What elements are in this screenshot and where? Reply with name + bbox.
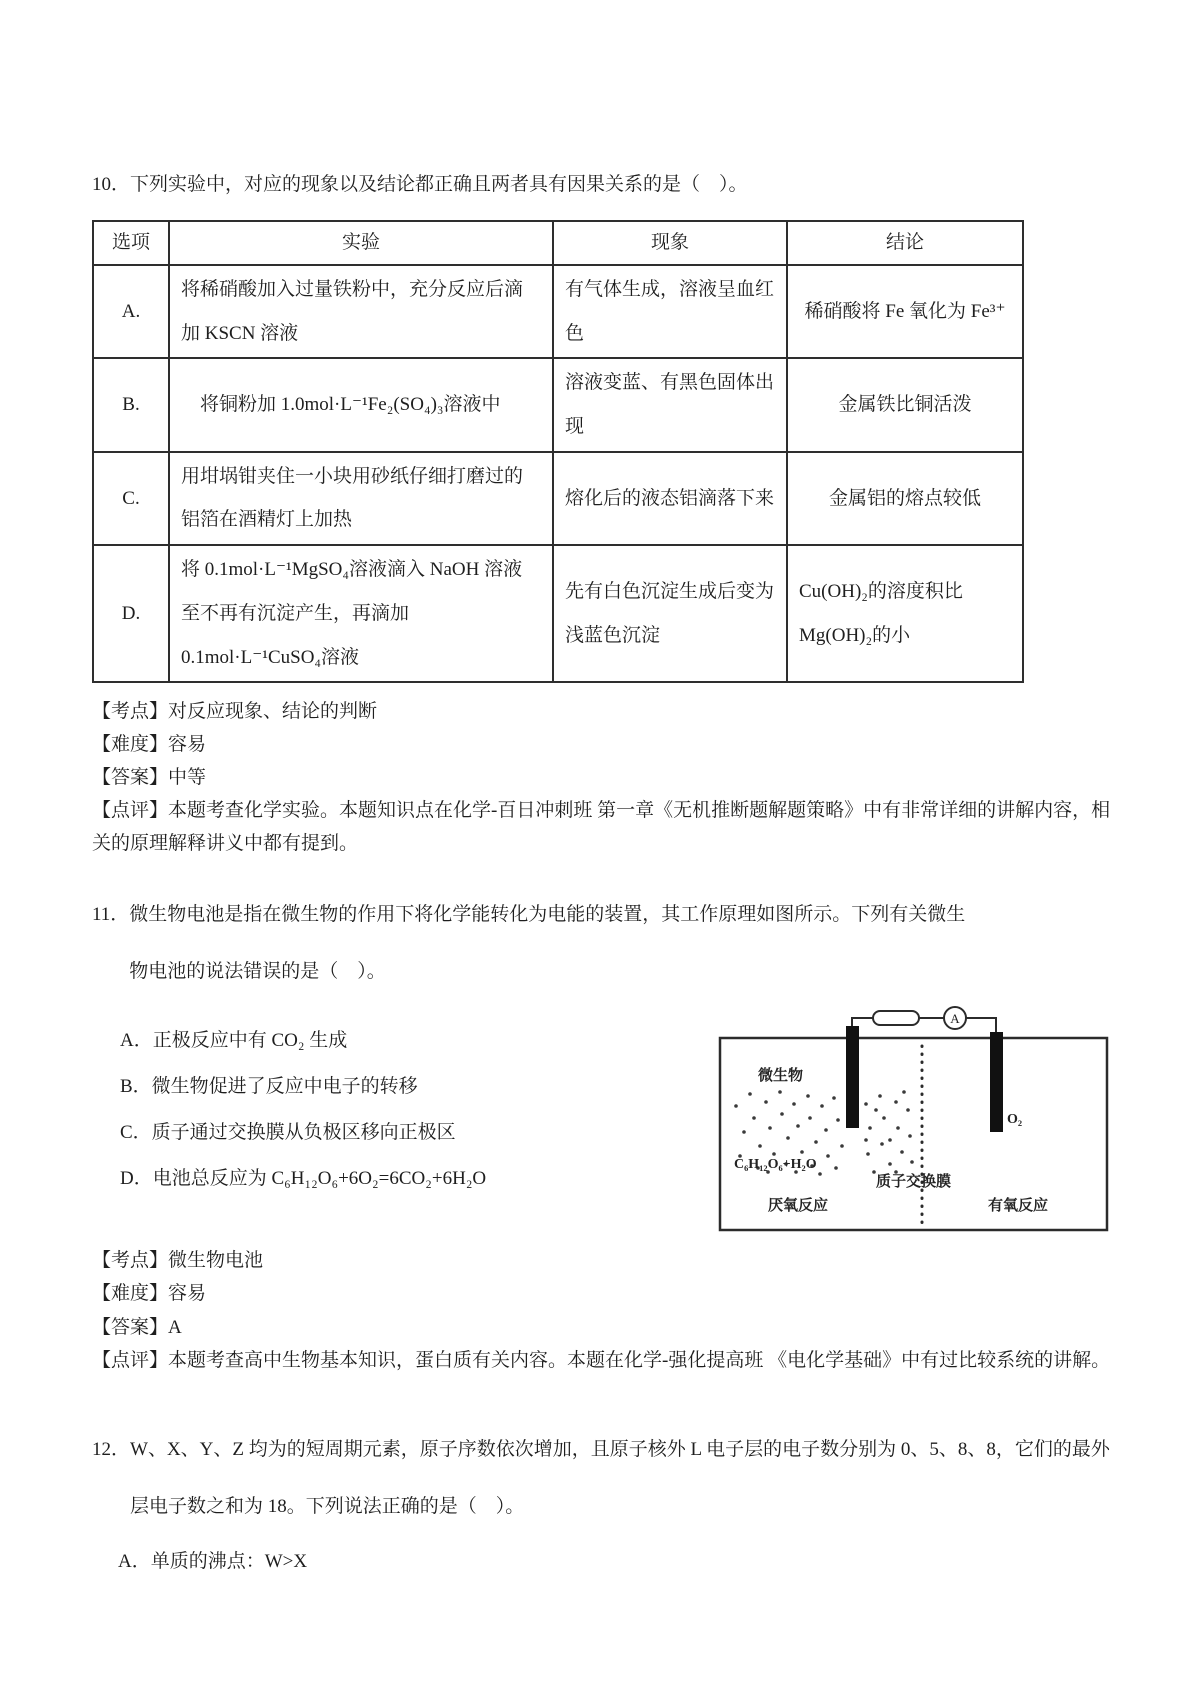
row-a-option: A. [93,265,169,358]
question-11-number: 11． [92,904,130,926]
table-row [93,265,1023,358]
anode-electrode [846,1026,859,1128]
header-conclusion: 结论 [787,221,1023,265]
question-10 [92,166,1122,860]
table-header-row [93,221,1023,265]
note-label: 【难度】 [92,734,169,756]
question-12-number: 12． [92,1438,131,1460]
question-11 [92,886,1122,1376]
row-c-option: C. [93,452,169,545]
question-11-stem [92,886,1122,1000]
note-text: 本题考查化学实验。本题知识点在化学-百日冲刺班 第一章《无机推断题解题策略》中有非常详细的讲解内容，相关的原理解释讲义中都有提到。 [92,800,1111,855]
option-c: C．质子通过交换膜从负极区移向正极区 [120,1122,456,1144]
note-label: 【点评】 [92,1349,169,1371]
note-label: 【难度】 [92,1283,169,1305]
microbial-fuel-cell-diagram [670,1006,1122,1244]
row-a-conclusion: 稀硝酸将 Fe 氧化为 Fe³⁺ [787,265,1023,358]
note-text: 微生物电池 [168,1250,264,1272]
ammeter-label: A [950,1011,960,1027]
option-a: A．单质的沸点：W>X [118,1550,308,1572]
oxygen-label: O₂ [1007,1112,1023,1128]
question-12-stem [92,1421,1122,1535]
q10-note-dianping [92,794,1122,860]
experiment-table [92,220,1024,683]
table-row [93,545,1023,682]
question-10-text: 下列实验中，对应的现象以及结论都正确且两者具有因果关系的是（ ）。 [130,174,748,195]
note-label: 【考点】 [92,1250,169,1272]
question-12-text: W、X、Y、Z 均为的短周期元素，原子序数依次增加，且原子核外 L 电子层的电子数分别为 0、5、8、8，它们的最外层电子数之和为 18。下列说法正确的是（ ）。 [130,1438,1110,1517]
wire-right [966,1018,996,1032]
row-d-phenomenon: 先有白色沉淀生成后变为浅蓝色沉淀 [553,545,787,682]
wire-left [852,1018,873,1026]
microbe-label: 微生物 [758,1068,804,1085]
row-c-phenomenon: 熔化后的液态铝滴落下来 [553,452,787,545]
fuel-cell-figure [670,1006,1122,1238]
question-10-number: 10． [92,174,131,195]
q11-note-nandu [92,1277,1122,1310]
note-text: 对反应现象、结论的判断 [168,701,378,723]
header-option: 选项 [93,221,169,265]
row-a-phenomenon: 有气体生成，溶液呈血红色 [553,265,787,358]
substrate-label: C₆H₁₂O₆+H₂O [734,1157,817,1173]
aerobic-label: 有氧反应 [988,1198,1049,1215]
note-text: 本题考查高中生物基本知识，蛋白质有关内容。本题在化学-强化提高班 《电化学基础》中有过比较系统的讲解。 [168,1349,1111,1371]
resistor-symbol [873,1011,919,1025]
q11-note-kaodian [92,1244,1122,1277]
q11-note-daan [92,1311,1122,1344]
q10-note-nandu [92,728,1122,761]
row-a-experiment: 将稀硝酸加入过量铁粉中，充分反应后滴加 KSCN 溶液 [169,265,553,358]
row-d-option: D. [93,545,169,682]
note-text: 中等 [168,767,207,789]
q10-note-kaodian [92,695,1122,728]
row-b-experiment: 将铜粉加 1.0mol·L⁻¹Fe₂(SO₄)₃溶液中 [169,358,553,451]
cathode-electrode [990,1032,1003,1132]
q11-note-dianping [92,1344,1122,1377]
question-11-text: 微生物电池是指在微生物的作用下将化学能转化为电能的装置，其工作原理如图所示。下列有关微生物电池的说法错误的是（ ）。 [129,904,966,983]
anaerobic-label: 厌氧反应 [768,1198,829,1215]
header-phenomenon: 现象 [553,221,787,265]
question-12 [92,1421,1122,1585]
row-b-phenomenon: 溶液变蓝、有黑色固体出现 [553,358,787,451]
note-label: 【答案】 [92,1316,169,1338]
table-row [93,452,1023,545]
row-b-option: B. [93,358,169,451]
row-b-conclusion: 金属铁比铜活泼 [787,358,1023,451]
row-c-experiment: 用坩埚钳夹住一小块用砂纸仔细打磨过的铝箔在酒精灯上加热 [169,452,553,545]
question-12-options [92,1535,1122,1585]
note-text: 容易 [168,734,207,756]
row-c-conclusion: 金属铝的熔点较低 [787,452,1023,545]
membrane-label: 质子交换膜 [876,1174,952,1191]
table-row [93,358,1023,451]
note-label: 【答案】 [92,767,169,789]
header-experiment: 实验 [169,221,553,265]
question-11-options [92,1006,670,1202]
note-text: A [168,1316,182,1338]
option-d: D．电池总反应为 C₆H₁₂O₆+6O₂=6CO₂+6H₂O [120,1168,487,1190]
option-a: A．正极反应中有 CO₂ 生成 [120,1030,348,1052]
note-label: 【点评】 [92,800,169,822]
q10-note-daan [92,761,1122,794]
option-b: B．微生物促进了反应中电子的转移 [120,1076,418,1098]
row-d-experiment: 将 0.1mol·L⁻¹MgSO₄溶液滴入 NaOH 溶液至不再有沉淀产生，再滴加 0.1mol·L⁻¹CuSO₄溶液 [169,545,553,682]
question-10-stem [92,166,1122,204]
note-text: 容易 [168,1283,207,1305]
row-d-conclusion: Cu(OH)₂的溶度积比Mg(OH)₂的小 [787,545,1023,682]
note-label: 【考点】 [92,701,169,723]
